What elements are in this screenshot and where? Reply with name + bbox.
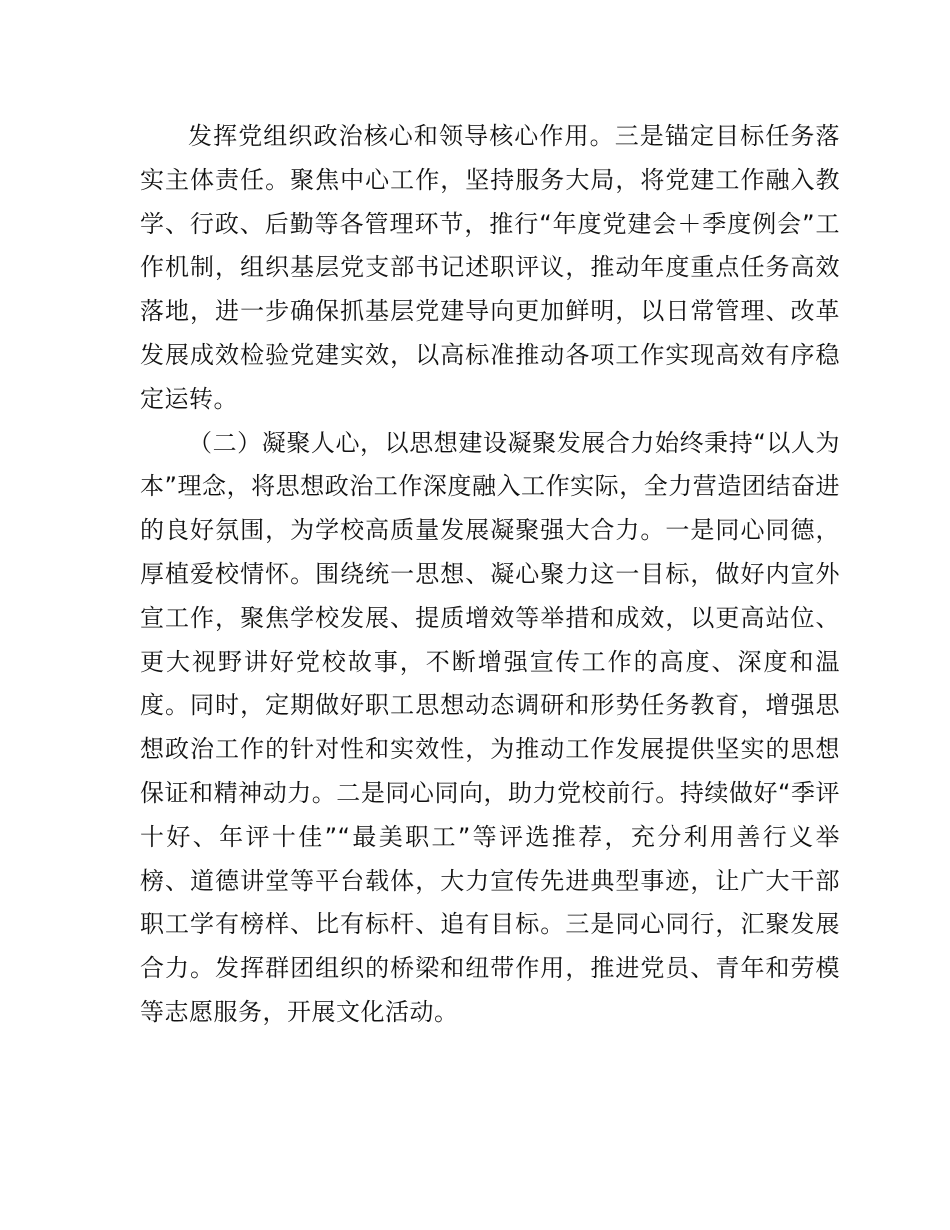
paragraph-2: （二）凝聚人心，以思想建设凝聚发展合力始终秉持“以人为本”理念，将思想政治工作深度融入工作实际，全力营造团结奋进的良好氛围，为学校高质量发展凝聚强大合力。一是同心同德，厚植爱校情怀。围绕统一思想、凝心聚力这一目标，做好内宣外宣工作，聚焦学校发展、提质增效等举措和成效，以更高站位、更大视野讲好党校故事，不断增强宣传工作的高度、深度和温度。同时，定期做好职工思想动态调研和形势任务教育，增强思想政治工作的针对性和实效性，为推动工作发展提供坚实的思想保证和精神动力。二是同心同向，助力党校前行。持续做好“季评十好、年评十佳”“最美职工”等评选推荐，充分利用善行义举榜、道德讲堂等平台载体，大力宣传先进典型事迹，让广大干部职工学有榜样、比有标杆、追有目标。三是同心同行，汇聚发展合力。发挥群团组织的桥梁和纽带作用，推进党员、青年和劳模等志愿服务，开展文化活动。 [140, 428, 840, 1026]
document-body [140, 115, 840, 1035]
paragraph-1: 发挥党组织政治核心和领导核心作用。三是锚定目标任务落实主体责任。聚焦中心工作，坚持服务大局，将党建工作融入教学、行政、后勤等各管理环节，推行“年度党建会＋季度例会”工作机制，组织基层党支部书记述职评议，推动年度重点任务高效落地，进一步确保抓基层党建导向更加鲜明，以日常管理、改革发展成效检验党建实效，以高标准推动各项工作实现高效有序稳定运转。 [140, 122, 840, 413]
